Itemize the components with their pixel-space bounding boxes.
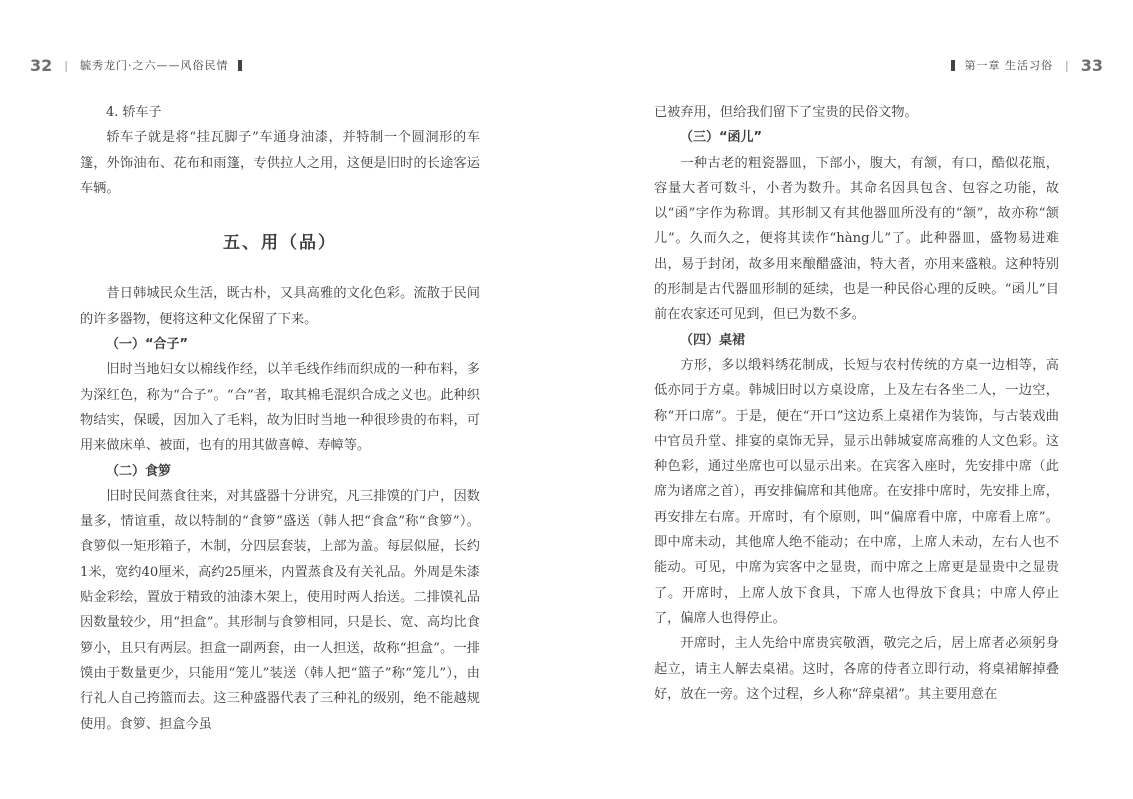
header-separator: | [1065, 58, 1069, 72]
paragraph-continuation: 已被弃用，但给我们留下了宝贵的民俗文物。 [654, 105, 918, 120]
subsection-heading: （二）食箩 [106, 463, 172, 479]
paragraph: 旧时当地妇女以棉线作经，以羊毛线作纬而织成的一种布料，多为深红色，称为“合子”。“合”者，取其棉毛混织合成之义也。此种织物结实，保暖，因加入了毛料，故为旧时当地一种很珍贵的布料，可用来做床单、被面，也有的用其做喜幛、寿幛等。 [80, 362, 480, 454]
book-title: 毓秀龙门·之六——风俗民情 [79, 59, 229, 72]
header-separator: | [64, 58, 68, 72]
page-number: 33 [1080, 55, 1103, 75]
paragraph: 一种古老的粗瓷器皿，下部小，腹大，有颔，有口，酷似花瓶，容量大者可数斗，小者为数升。其命名因具包含、包容之功能，故以“函”字作为称谓。其形制又有其他器皿所没有的“颔”，故亦称“颔儿”。久而久之，便将其读作“hàng儿”了。此种器皿，盛物易进难出，易于封闭，故多用来酿醋盛油，特大者，亦用来盛粮。这种特别的形制是古代器皿形制的延续，也是一种民俗心理的反映。“函儿”目前在农家还可见到，但已为数不多。 [654, 155, 1059, 323]
header-marker-bar [238, 60, 242, 71]
item-heading: 4. 轿车子 [106, 105, 162, 120]
paragraph: 开席时，主人先给中席贵宾敬酒，敬完之后，居上席者必须躬身起立，请主人解去桌裙。这时，各席的侍者立即行动，将桌裙解掉叠好，放在一旁。这个过程，乡人称“辞桌裙”。其主要用意在 [654, 636, 1059, 702]
right-page [566, 0, 1133, 799]
section-title: 五、用（品） [223, 233, 337, 254]
page-number: 32 [30, 55, 53, 75]
header-marker-bar [951, 60, 955, 71]
paragraph: 方形，多以缎料绣花制成，长短与农村传统的方桌一边相等，高低亦同于方桌。韩城旧时以方桌设席，上及左右各坐二人，一边空，称“开口席”。于是，便在“开口”这边系上桌裙作为装饰，与古装戏曲中官员升堂、排宴的桌饰无异，显示出韩城宴席高雅的人文色彩。这种色彩，通过坐席也可以显示出来。在宾客入座时，先安排中席（此席为诸席之首），再安排偏席和其他席。在安排中席时，先安排上席，再安排左右席。开席时，有个原则，叫“偏席看中席，中席看上席”。即中席未动，其他席人绝不能动；在中席，上席人未动，左右人也不能动。可见，中席为宾客中之显贵，而中席之上席更是显贵中之显贵了。开席时，上席人放下食具，下席人也得放下食具；中席人停止了，偏席人也得停止。 [654, 357, 1059, 626]
subsection-heading: （三）“函儿” [680, 130, 763, 146]
left-page [0, 0, 566, 799]
paragraph: 旧时民间蒸食往来，对其盛器十分讲究，凡三排馍的门户，因数量多，情谊重，故以特制的“食箩”盛送（韩人把“食盒”称“食箩”）。食箩似一矩形箱子，木制，分四层套装，上部为盖。每层似屉，长约1米，宽约40厘米，高约25厘米，内置蒸食及有关礼品。外周是朱漆贴金彩绘，置放于精致的油漆木架上，使用时两人抬送。二排馍礼品因数量较少，用“担盒”。其形制与食箩相同，只是长、宽、高均比食箩小，且只有两层。担盒一副两套，由一人担送，故称“担盒”。一排馍由于数量更少，只能用“笼儿”装送（韩人把“篮子”称“笼儿”），由行礼人自己挎篮而去。这三种盛器代表了三种礼的级别，绝不能越规使用。食箩、担盒今虽 [80, 488, 480, 732]
subsection-heading: （一）“合子” [106, 337, 189, 353]
paragraph: 昔日韩城民众生活，既古朴，又具高雅的文化色彩。流散于民间的许多器物，便将这种文化保留了下来。 [80, 286, 480, 327]
paragraph: 轿车子就是将“挂瓦脚子”车通身油漆，并特制一个圆洞形的车篷，外饰油布、花布和雨篷，专供拉人之用，这便是旧时的长途客运车辆。 [80, 130, 480, 196]
right-page-body [654, 100, 1059, 707]
subsection-heading: （四）桌裙 [680, 332, 746, 348]
right-running-header [941, 54, 1103, 76]
left-running-header [30, 54, 252, 76]
chapter-title: 第一章 生活习俗 [964, 59, 1054, 72]
left-page-body [80, 100, 480, 737]
